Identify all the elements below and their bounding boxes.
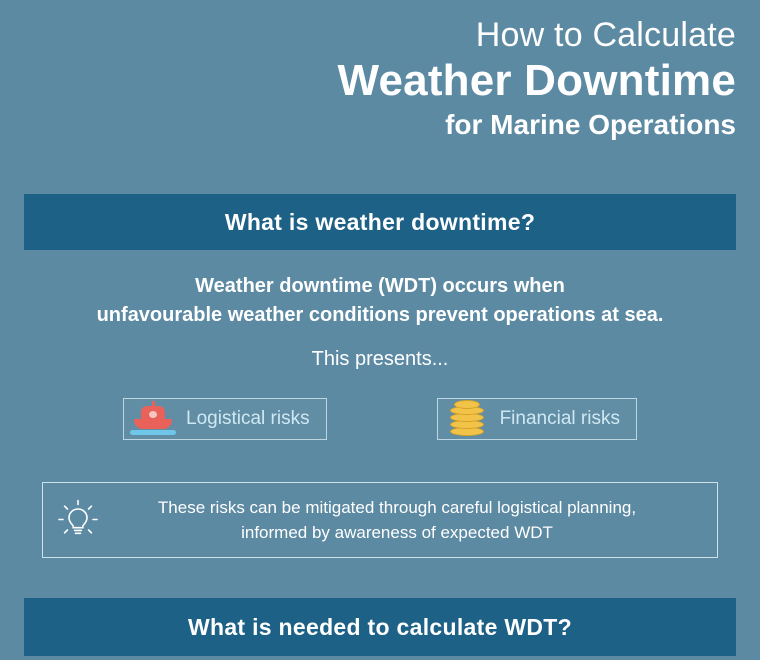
risk-label-financial: Financial risks — [499, 408, 620, 429]
definition-text — [0, 272, 760, 330]
risk-label-logistical: Logistical risks — [186, 408, 310, 429]
section-header-what-is-weather-downtime: What is weather downtime? — [24, 194, 736, 250]
title-block — [338, 18, 736, 139]
risk-chip-financial — [437, 398, 637, 440]
definition-line-2: unfavourable weather conditions prevent operations at sea. — [96, 304, 664, 326]
risks-row — [0, 398, 760, 440]
presents-text: This presents... — [311, 348, 449, 370]
title-line-3: for Marine Operations — [445, 108, 736, 140]
title-line-2: Weather Downtime — [337, 55, 736, 105]
coins-icon — [444, 399, 490, 439]
lightbulb-icon — [43, 497, 113, 543]
tip-box — [42, 482, 718, 558]
title-line-1: How to Calculate — [475, 16, 736, 54]
risk-chip-logistical — [123, 398, 327, 440]
tip-text — [113, 495, 717, 546]
boat-icon — [130, 399, 176, 439]
tip-line-1: These risks can be mitigated through careful logistical planning, — [157, 497, 637, 517]
tip-line-2: informed by awareness of expected WDT — [241, 523, 553, 542]
definition-line-1: Weather downtime (WDT) occurs when — [195, 275, 565, 297]
section-header-what-is-needed: What is needed to calculate WDT? — [24, 598, 736, 656]
